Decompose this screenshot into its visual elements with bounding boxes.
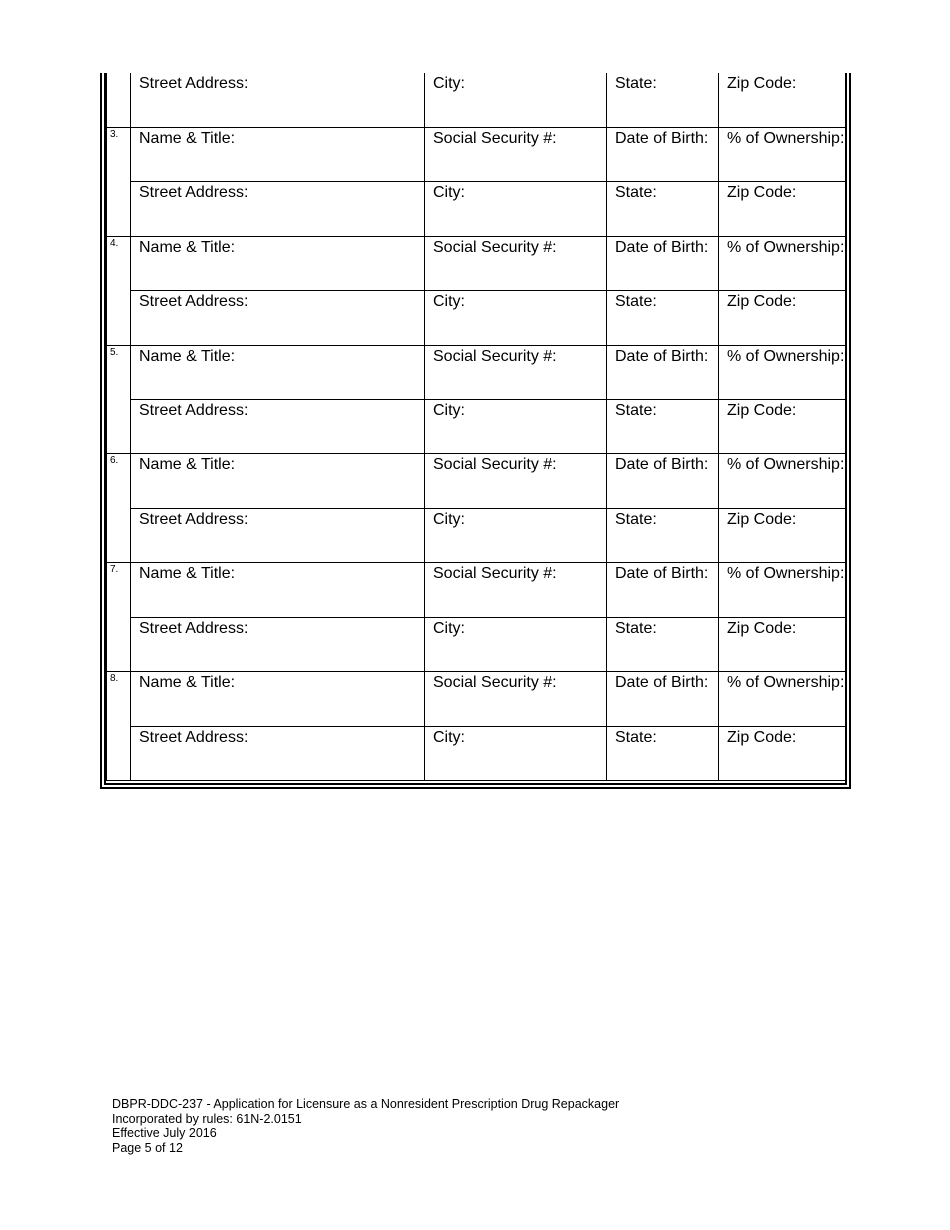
name-title-field[interactable]: Name & Title: (131, 236, 425, 290)
state-field[interactable]: State: (607, 400, 719, 454)
zip-code-field[interactable]: Zip Code: (719, 73, 846, 127)
owner-number-cell: 7. (107, 563, 131, 672)
state-field[interactable]: State: (607, 726, 719, 780)
name-title-field[interactable]: Name & Title: (131, 563, 425, 617)
owner-number-cell: 6. (107, 454, 131, 563)
zip-code-field[interactable]: Zip Code: (719, 400, 846, 454)
name-title-field[interactable]: Name & Title: (131, 127, 425, 181)
state-field[interactable]: State: (607, 73, 719, 127)
social-security-field[interactable]: Social Security #: (425, 236, 607, 290)
ownership-percent-field[interactable]: % of Ownership: (719, 454, 846, 508)
zip-code-field[interactable]: Zip Code: (719, 617, 846, 671)
city-field[interactable]: City: (425, 291, 607, 345)
table-row (107, 563, 846, 617)
social-security-field[interactable]: Social Security #: (425, 563, 607, 617)
table-row (107, 73, 846, 127)
table-row (107, 345, 846, 399)
owner-number-cell: 4. (107, 236, 131, 345)
social-security-field[interactable]: Social Security #: (425, 127, 607, 181)
city-field[interactable]: City: (425, 726, 607, 780)
table-row (107, 236, 846, 290)
rules-reference: Incorporated by rules: 61N-2.0151 (112, 1111, 302, 1126)
page-number: Page 5 of 12 (112, 1140, 183, 1155)
ownership-table (106, 73, 846, 781)
name-title-field[interactable]: Name & Title: (131, 454, 425, 508)
ownership-percent-field[interactable]: % of Ownership: (719, 127, 846, 181)
state-field[interactable]: State: (607, 291, 719, 345)
street-address-field[interactable]: Street Address: (131, 726, 425, 780)
date-of-birth-field[interactable]: Date of Birth: (607, 236, 719, 290)
name-title-field[interactable]: Name & Title: (131, 672, 425, 726)
date-of-birth-field[interactable]: Date of Birth: (607, 454, 719, 508)
owner-number-cell: 8. (107, 672, 131, 781)
street-address-field[interactable]: Street Address: (131, 508, 425, 562)
owner-number-cell (107, 73, 131, 127)
street-address-field[interactable]: Street Address: (131, 182, 425, 236)
social-security-field[interactable]: Social Security #: (425, 345, 607, 399)
date-of-birth-field[interactable]: Date of Birth: (607, 563, 719, 617)
zip-code-field[interactable]: Zip Code: (719, 182, 846, 236)
date-of-birth-field[interactable]: Date of Birth: (607, 672, 719, 726)
table-row (107, 127, 846, 181)
ownership-percent-field[interactable]: % of Ownership: (719, 563, 846, 617)
street-address-field[interactable]: Street Address: (131, 400, 425, 454)
form-title: DBPR-DDC-237 - Application for Licensure as a Nonresident Prescription Drug Repackager (112, 1097, 620, 1111)
city-field[interactable]: City: (425, 400, 607, 454)
table-row (107, 672, 846, 726)
owner-number-cell: 3. (107, 127, 131, 236)
social-security-field[interactable]: Social Security #: (425, 454, 607, 508)
social-security-field[interactable]: Social Security #: (425, 672, 607, 726)
table-row (107, 182, 846, 236)
city-field[interactable]: City: (425, 508, 607, 562)
date-of-birth-field[interactable]: Date of Birth: (607, 127, 719, 181)
zip-code-field[interactable]: Zip Code: (719, 726, 846, 780)
table-row (107, 726, 846, 780)
city-field[interactable]: City: (425, 182, 607, 236)
table-row (107, 508, 846, 562)
ownership-percent-field[interactable]: % of Ownership: (719, 345, 846, 399)
name-title-field[interactable]: Name & Title: (131, 345, 425, 399)
city-field[interactable]: City: (425, 617, 607, 671)
ownership-percent-field[interactable]: % of Ownership: (719, 672, 846, 726)
table-row (107, 617, 846, 671)
effective-date: Effective July 2016 (112, 1126, 217, 1140)
table-row (107, 291, 846, 345)
state-field[interactable]: State: (607, 508, 719, 562)
state-field[interactable]: State: (607, 617, 719, 671)
zip-code-field[interactable]: Zip Code: (719, 508, 846, 562)
table-row (107, 454, 846, 508)
page-footer (112, 1097, 619, 1155)
state-field[interactable]: State: (607, 182, 719, 236)
street-address-field[interactable]: Street Address: (131, 73, 425, 127)
street-address-field[interactable]: Street Address: (131, 291, 425, 345)
street-address-field[interactable]: Street Address: (131, 617, 425, 671)
table-row (107, 400, 846, 454)
ownership-percent-field[interactable]: % of Ownership: (719, 236, 846, 290)
date-of-birth-field[interactable]: Date of Birth: (607, 345, 719, 399)
zip-code-field[interactable]: Zip Code: (719, 291, 846, 345)
city-field[interactable]: City: (425, 73, 607, 127)
owner-number-cell: 5. (107, 345, 131, 454)
